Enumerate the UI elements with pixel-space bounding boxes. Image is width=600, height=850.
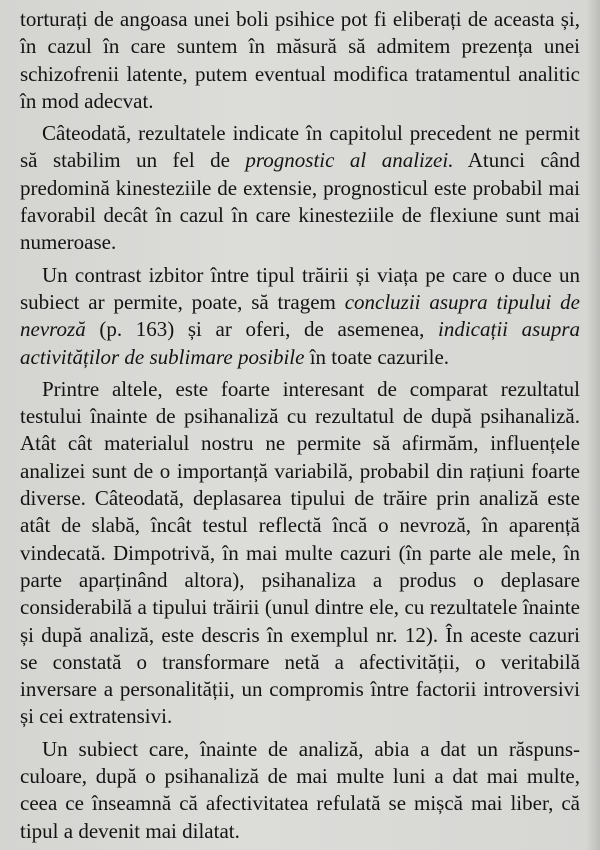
paragraph [20,376,580,731]
paragraph [20,262,580,371]
italic-text: concluzii asupra tipului de nevroză [20,289,580,342]
italic-text: indicații asupra activităților de sublimare posibile [20,317,580,369]
page-edge-shadow [586,0,600,850]
paragraph [20,736,580,845]
paragraph [20,120,580,256]
body-text [20,6,580,850]
text-run: Câteodată, rezultatele indicate în capitolul precedent ne permit să stabilim un fel de [20,121,580,173]
text-run: torturați de angoasa unei boli psihice pot fi eliberați de aceasta și, în cazul în care suntem în măsură să admitem prezența unei schizofrenii latente, putem eventual modifica tratamentul analitic în mod adecvat. [20,7,580,113]
text-run: Printre altele, este foarte interesant de comparat rezultatul testului înainte de psihanaliză cu rezultatul de după psihanaliză. Atât cât materialul nostru ne permite să afirmăm, influențele analizei sunt de o importanță variabilă, probabil din rațiuni foarte diverse. Câteodată, deplasarea tipului de trăire prin analiză este atât de slabă, încât testul reflectă încă o nevroză, în aparență vindecată. Dimpotrivă, în mai multe cazuri (în parte ale mele, în parte aparținând altora), psihanaliza a produs o deplasare considerabilă a tipului trăirii (unul dintre ele, cu rezultatele înainte și după analiză, este descris în exemplul nr. 12). În aceste cazuri se constată o transformare netă a afectivității, o veritabilă inversare a personalității, un compromis între factorii introversivi și cei extratensivi. [20,376,580,729]
text-run: Un contrast izbitor între tipul trăirii și viața pe care o duce un subiect ar permite, poate, să tragem [20,262,580,314]
text-run: (p. 163) și ar oferi, de asemenea, [85,317,439,342]
italic-text: prognostic al analizei. [245,148,454,173]
text-run: în toate cazurile. [304,344,450,369]
text-run: Un subiect care, înainte de analiză, abia a dat un răspuns-culoare, după o psihanaliză de mai multe luni a dat mai multe, ceea ce înseamnă că afectivitatea refulată se mișcă mai liber, că tipul a devenit mai dilatat. [20,736,580,843]
text-run: Atunci când predomină kinesteziile de extensie, prognosticul este probabil mai favorabil decât în cazul în care kinesteziile de flexiune sunt mai numeroase. [20,148,580,255]
paragraph [20,6,580,115]
